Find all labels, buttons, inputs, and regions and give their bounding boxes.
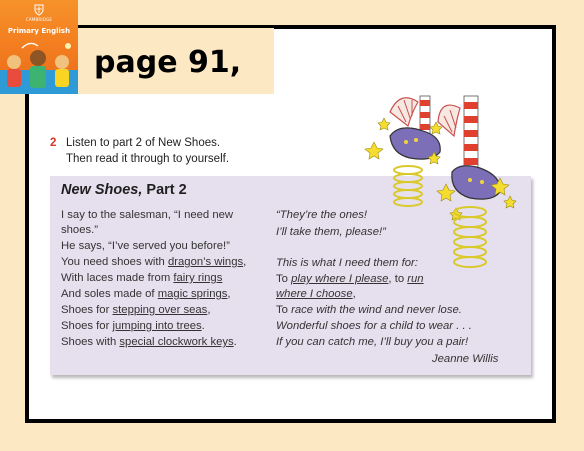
magic-shoes-illustration bbox=[360, 92, 530, 277]
poem-text: shoes.” bbox=[61, 224, 99, 236]
poem-left-line-6 bbox=[61, 286, 231, 302]
poem-text: Shoes for bbox=[61, 320, 113, 332]
poem-text: Shoes for bbox=[61, 304, 113, 316]
underlined-phrase: special clockwork keys bbox=[119, 336, 234, 348]
poem-left-line-2 bbox=[61, 222, 98, 238]
underlined-phrase: fairy rings bbox=[173, 272, 223, 284]
page-title-banner bbox=[78, 28, 274, 94]
poem-left-line-3 bbox=[61, 238, 230, 254]
instruction-number: 2 bbox=[50, 137, 57, 149]
poem-text: Shoes with bbox=[61, 336, 120, 348]
poem-left-line-1 bbox=[61, 207, 233, 223]
poem-right-line-7 bbox=[276, 318, 472, 334]
poem-right-line-6 bbox=[276, 302, 462, 318]
poem-text: To bbox=[276, 273, 292, 285]
instruction-line-2: Then read it through to yourself. bbox=[66, 153, 230, 165]
right-shoe-wing bbox=[438, 105, 460, 136]
page-title: page 91, bbox=[94, 45, 242, 80]
poem-left-line-4 bbox=[61, 254, 246, 270]
publisher-crest-icon bbox=[33, 4, 45, 16]
poem-left-line-9 bbox=[61, 334, 237, 350]
poem-text: “They’re the ones! bbox=[276, 209, 368, 221]
book-title: Primary English bbox=[7, 27, 71, 35]
poem-right-line-1 bbox=[276, 207, 367, 223]
underlined-phrase: stepping over seas bbox=[112, 304, 208, 316]
poem-left-line-7 bbox=[61, 302, 210, 318]
poem-text: With laces made from bbox=[61, 272, 174, 284]
poem-right-line-5 bbox=[276, 286, 356, 302]
poem-text: I’ll take them, please!” bbox=[276, 226, 386, 238]
poem-text: . bbox=[201, 320, 205, 332]
left-shoe-wing bbox=[390, 98, 418, 126]
poem-left-line-8 bbox=[61, 318, 205, 334]
poem-title-part: Part 2 bbox=[142, 182, 187, 198]
underlined-phrase: magic springs bbox=[157, 288, 228, 300]
poem-text: , to bbox=[388, 273, 408, 285]
right-spring bbox=[454, 207, 486, 267]
poem-text: You need shoes with bbox=[61, 256, 168, 268]
poem-text: To bbox=[276, 304, 292, 316]
book-cover-thumbnail bbox=[0, 0, 78, 94]
right-leg bbox=[464, 96, 478, 170]
underlined-phrase: dragon’s wings bbox=[167, 256, 244, 268]
underlined-phrase: where I choose bbox=[276, 288, 353, 300]
poem-text: This is what I need them for: bbox=[276, 257, 418, 269]
poem-text: , bbox=[243, 256, 247, 268]
poem-text: I say to the salesman, “I need new bbox=[61, 209, 234, 221]
poem-text: , bbox=[207, 304, 211, 316]
underlined-phrase: run bbox=[407, 273, 424, 285]
poem-text: . bbox=[233, 336, 237, 348]
poem-right-line-8 bbox=[276, 334, 468, 350]
poem-text: , bbox=[352, 288, 356, 300]
instruction-line-1: Listen to part 2 of New Shoes. bbox=[66, 137, 221, 149]
book-publisher: CAMBRIDGE bbox=[25, 17, 53, 22]
poem-text: Wonderful shoes for a child to wear . . . bbox=[276, 320, 472, 332]
poem-text: If you can catch me, I’ll buy you a pair! bbox=[276, 336, 469, 348]
poem-text: He says, “I’ve served you before!” bbox=[61, 240, 230, 252]
poem-text: And soles made of bbox=[61, 288, 158, 300]
underlined-phrase: play where I please bbox=[291, 273, 389, 285]
poem-title-name: New Shoes, bbox=[61, 182, 143, 198]
poem-author: Jeanne Willis bbox=[432, 353, 499, 365]
underlined-phrase: jumping into trees bbox=[112, 320, 202, 332]
poem-left-line-5 bbox=[61, 270, 222, 286]
book-cover-illustration bbox=[0, 40, 78, 94]
poem-text: , bbox=[227, 288, 231, 300]
right-shoe bbox=[452, 166, 500, 199]
poem-title bbox=[61, 182, 187, 198]
left-spring bbox=[394, 166, 422, 206]
poem-text: race with the wind and never lose. bbox=[291, 304, 462, 316]
